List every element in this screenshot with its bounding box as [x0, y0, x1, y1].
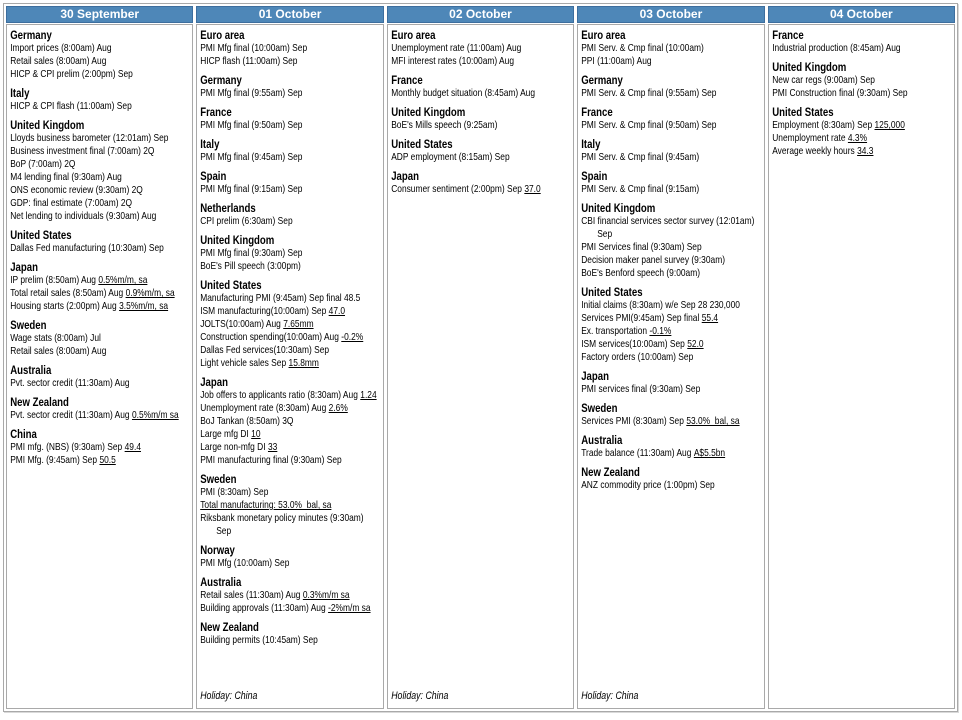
- event-line: [10, 42, 189, 55]
- event-value: -0.2%: [341, 331, 364, 343]
- event-line: [581, 215, 760, 241]
- country-heading: Sweden: [581, 401, 618, 415]
- event-value: 53.0% bal, sa: [686, 415, 740, 427]
- event-line: [391, 55, 570, 68]
- country-section: [10, 29, 189, 81]
- country-heading: New Zealand: [10, 395, 69, 409]
- column-body: [387, 24, 574, 709]
- country-section: [581, 29, 760, 68]
- event-text: Unemployment rate (11:00am) Aug: [391, 42, 522, 54]
- event-line: [201, 344, 380, 357]
- event-line: [201, 602, 380, 615]
- country-heading: United States: [581, 285, 643, 299]
- event-line: [581, 119, 760, 132]
- event-text: HICP flash (11:00am) Sep: [200, 55, 298, 67]
- event-text: Building approvals (11:30am) Aug: [200, 602, 327, 614]
- event-text: PMI Mfg (10:00am) Sep: [200, 557, 290, 569]
- event-text: ISM services(10:00am) Sep: [581, 338, 686, 350]
- event-line: [772, 42, 951, 55]
- country-section: [10, 364, 189, 390]
- event-line: [201, 499, 380, 512]
- event-text: M4 lending final (9:30am) Aug: [10, 171, 122, 183]
- country-heading: Euro area: [200, 28, 245, 42]
- event-text: Riksbank monetary policy minutes (9:30am) Sep: [200, 512, 365, 537]
- event-text: PMI Serv. & Cmp final (10:00am): [581, 42, 705, 54]
- event-line: [391, 87, 570, 100]
- country-heading: Australia: [10, 363, 52, 377]
- event-text: Manufacturing PMI (9:45am) Sep final 48.5: [200, 292, 361, 304]
- event-line: [581, 338, 760, 351]
- country-heading: New Zealand: [581, 465, 641, 479]
- event-text: Pvt. sector credit (11:30am) Aug: [10, 409, 130, 421]
- calendar-day-column: [196, 6, 383, 709]
- event-text: BoE's Mills speech (9:25am): [391, 119, 498, 131]
- event-line: [391, 119, 570, 132]
- event-line: [10, 441, 189, 454]
- event-line: [201, 42, 380, 55]
- country-section: [201, 202, 380, 228]
- event-value: Total manufacturing: 53.0% bal, sa: [200, 499, 332, 511]
- country-heading: France: [581, 105, 613, 119]
- event-line: [10, 197, 189, 210]
- event-line: [10, 300, 189, 313]
- event-value: 0.5%m/m sa: [131, 409, 179, 421]
- event-text: BoE's Pill speech (3:00pm): [200, 260, 302, 272]
- country-section: [581, 138, 760, 164]
- event-line: [201, 305, 380, 318]
- country-heading: Germany: [10, 28, 52, 42]
- event-line: [10, 158, 189, 171]
- event-line: [772, 132, 951, 145]
- event-value: 0.3%m/m sa: [303, 589, 350, 601]
- event-line: [581, 299, 760, 312]
- event-text: PMI Mfg final (9:15am) Sep: [200, 183, 303, 195]
- event-value: 3.5%m/m, sa: [119, 300, 169, 312]
- event-line: [10, 287, 189, 300]
- column-date-header: 02 October: [387, 6, 574, 23]
- event-text: CPI prelim (6:30am) Sep: [200, 215, 294, 227]
- event-value: A$5.5bn: [694, 447, 726, 459]
- calendar-day-column: [6, 6, 193, 709]
- country-section: [201, 544, 380, 570]
- country-section: [772, 29, 951, 55]
- country-heading: United Kingdom: [391, 105, 466, 119]
- event-line: [201, 215, 380, 228]
- event-line: [581, 42, 760, 55]
- event-text: BoE's Benford speech (9:00am): [581, 267, 701, 279]
- event-line: [581, 87, 760, 100]
- country-heading: Japan: [10, 260, 38, 274]
- event-text: PMI services final (9:30am) Sep: [581, 383, 701, 395]
- calendar-day-column: [768, 6, 955, 709]
- event-line: [10, 55, 189, 68]
- event-value: 0.9%m/m, sa: [125, 287, 175, 299]
- event-text: GDP: final estimate (7:00am) 2Q: [10, 197, 133, 209]
- country-heading: Spain: [581, 169, 608, 183]
- event-line: [10, 345, 189, 358]
- country-heading: China: [10, 427, 37, 441]
- event-text: Job offers to applicants ratio (8:30am) Aug: [200, 389, 359, 401]
- event-text: PMI Mfg final (9:45am) Sep: [200, 151, 303, 163]
- event-text: Retail sales (11:30am) Aug: [200, 589, 301, 601]
- holiday-note: Holiday: China: [581, 690, 639, 702]
- event-line: [10, 210, 189, 223]
- column-body-content: [578, 25, 763, 708]
- event-line: [201, 428, 380, 441]
- event-text: Unemployment rate: [771, 132, 846, 144]
- event-line: [10, 409, 189, 422]
- event-text: Retail sales (8:00am) Aug: [10, 345, 107, 357]
- event-line: [581, 351, 760, 364]
- event-line: [201, 454, 380, 467]
- event-line: [201, 441, 380, 454]
- event-text: IP prelim (8:50am) Aug: [10, 274, 96, 286]
- column-body-content: [769, 25, 954, 708]
- event-line: [201, 119, 380, 132]
- calendar-day-column: [387, 6, 574, 709]
- event-text: PMI manufacturing final (9:30am) Sep: [200, 454, 343, 466]
- event-line: [201, 247, 380, 260]
- event-line: [581, 447, 760, 460]
- event-line: [391, 151, 570, 164]
- event-value: 52.0: [687, 338, 704, 350]
- event-line: [581, 254, 760, 267]
- country-heading: Australia: [200, 575, 242, 589]
- event-line: [581, 151, 760, 164]
- country-section: [581, 402, 760, 428]
- economic-calendar-table: [3, 3, 958, 712]
- country-heading: United Kingdom: [581, 201, 656, 215]
- event-line: [581, 267, 760, 280]
- country-section: [201, 279, 380, 370]
- column-body: [196, 24, 383, 709]
- event-line: [201, 634, 380, 647]
- country-section: [10, 261, 189, 313]
- event-text: Large mfg DI: [200, 428, 250, 440]
- country-section: [581, 74, 760, 100]
- event-value: 7.65mm: [283, 318, 314, 330]
- event-line: [10, 377, 189, 390]
- event-line: [581, 383, 760, 396]
- event-text: Building permits (10:45am) Sep: [200, 634, 319, 646]
- country-section: [391, 29, 570, 68]
- event-value: 49.4: [124, 441, 141, 453]
- event-text: New car regs (9:00am) Sep: [771, 74, 875, 86]
- country-heading: New Zealand: [200, 620, 260, 634]
- event-line: [10, 242, 189, 255]
- event-value: 33: [268, 441, 278, 453]
- event-value: 10: [251, 428, 261, 440]
- event-text: Business investment final (7:00am) 2Q: [10, 145, 155, 157]
- country-heading: United Kingdom: [771, 60, 846, 74]
- event-line: [201, 260, 380, 273]
- event-text: PMI Mfg final (9:55am) Sep: [200, 87, 303, 99]
- event-value: 37.0: [524, 183, 541, 195]
- event-line: [581, 312, 760, 325]
- event-value: 4.3%: [847, 132, 867, 144]
- event-text: Construction spending(10:00am) Aug: [200, 331, 340, 343]
- country-section: [10, 428, 189, 467]
- event-line: [10, 454, 189, 467]
- country-section: [201, 170, 380, 196]
- country-section: [10, 87, 189, 113]
- event-text: PMI Construction final (9:30am) Sep: [771, 87, 908, 99]
- event-line: [10, 171, 189, 184]
- event-text: Ex. transportation: [581, 325, 648, 337]
- column-body: [768, 24, 955, 709]
- country-heading: Australia: [581, 433, 623, 447]
- column-body-content: [7, 25, 192, 708]
- event-line: [201, 318, 380, 331]
- event-line: [201, 183, 380, 196]
- event-line: [201, 292, 380, 305]
- event-text: Employment (8:30am) Sep: [771, 119, 872, 131]
- event-line: [201, 415, 380, 428]
- country-heading: United Kingdom: [10, 118, 85, 132]
- event-line: [581, 55, 760, 68]
- country-section: [201, 621, 380, 647]
- country-section: [581, 466, 760, 492]
- country-heading: France: [200, 105, 233, 119]
- event-line: [201, 87, 380, 100]
- event-value: 1.24: [360, 389, 378, 401]
- event-value: 50.5: [99, 454, 116, 466]
- country-section: [581, 106, 760, 132]
- column-date-header: 03 October: [577, 6, 764, 23]
- country-heading: Italy: [10, 86, 30, 100]
- event-line: [201, 486, 380, 499]
- event-value: -0.1%: [649, 325, 672, 337]
- event-line: [581, 415, 760, 428]
- event-line: [581, 241, 760, 254]
- column-body-content: [388, 25, 573, 708]
- event-text: MFI interest rates (10:00am) Aug: [391, 55, 514, 67]
- column-body-content: [197, 25, 382, 708]
- event-text: BoP (7:00am) 2Q: [10, 158, 76, 170]
- event-text: Dallas Fed manufacturing (10:30am) Sep: [10, 242, 164, 254]
- event-text: Retail sales (8:00am) Aug: [10, 55, 107, 67]
- event-line: [10, 132, 189, 145]
- country-section: [581, 286, 760, 364]
- country-heading: United States: [200, 278, 262, 292]
- event-line: [201, 55, 380, 68]
- event-line: [201, 402, 380, 415]
- event-value: 0.5%m/m, sa: [98, 274, 148, 286]
- country-section: [391, 170, 570, 196]
- event-text: Services PMI (8:30am) Sep: [581, 415, 685, 427]
- event-text: ANZ commodity price (1:00pm) Sep: [581, 479, 715, 491]
- country-heading: Japan: [581, 369, 610, 383]
- event-text: Average weekly hours: [771, 145, 855, 157]
- event-line: [772, 119, 951, 132]
- event-text: Consumer sentiment (2:00pm) Sep: [391, 183, 522, 195]
- event-line: [772, 145, 951, 158]
- country-section: [201, 234, 380, 273]
- event-line: [772, 87, 951, 100]
- event-value: 2.6%: [329, 402, 349, 414]
- country-section: [581, 170, 760, 196]
- country-section: [201, 473, 380, 538]
- column-date-header: 04 October: [768, 6, 955, 23]
- event-line: [201, 389, 380, 402]
- column-date-header: 30 September: [6, 6, 193, 23]
- event-line: [10, 100, 189, 113]
- event-text: Initial claims (8:30am) w/e Sep 28 230,000: [581, 299, 741, 311]
- holiday-note: Holiday: China: [391, 690, 449, 702]
- country-section: [201, 576, 380, 615]
- country-heading: United States: [771, 105, 834, 119]
- country-section: [10, 396, 189, 422]
- country-section: [391, 74, 570, 100]
- event-text: ISM manufacturing(10:00am) Sep: [200, 305, 327, 317]
- country-section: [201, 138, 380, 164]
- event-text: Pvt. sector credit (11:30am) Aug: [10, 377, 130, 389]
- event-line: [10, 184, 189, 197]
- event-line: [10, 145, 189, 158]
- country-heading: United States: [391, 137, 453, 151]
- event-value: 34.3: [856, 145, 874, 157]
- event-text: Industrial production (8:45am) Aug: [771, 42, 901, 54]
- country-section: [772, 61, 951, 100]
- country-heading: Norway: [200, 543, 236, 557]
- event-text: Lloyds business barometer (12:01am) Sep: [10, 132, 169, 144]
- event-text: Dallas Fed services(10:30am) Sep: [200, 344, 330, 356]
- event-text: HICP & CPI flash (11:00am) Sep: [10, 100, 132, 112]
- event-line: [201, 151, 380, 164]
- country-section: [201, 74, 380, 100]
- country-heading: Sweden: [10, 318, 47, 332]
- event-line: [201, 512, 380, 538]
- event-line: [201, 589, 380, 602]
- country-heading: Germany: [581, 73, 624, 87]
- column-date-header: 01 October: [196, 6, 383, 23]
- country-heading: Germany: [200, 73, 243, 87]
- event-text: Unemployment rate (8:30am) Aug: [200, 402, 327, 414]
- event-text: PMI Mfg final (9:30am) Sep: [200, 247, 303, 259]
- event-value: 125,000: [874, 119, 905, 131]
- event-text: Trade balance (11:30am) Aug: [581, 447, 692, 459]
- event-text: PMI Mfg final (9:50am) Sep: [200, 119, 303, 131]
- calendar-day-column: [577, 6, 764, 709]
- country-heading: Japan: [200, 375, 229, 389]
- event-text: PMI Serv. & Cmp final (9:45am): [581, 151, 700, 163]
- event-line: [201, 331, 380, 344]
- event-text: ONS economic review (9:30am) 2Q: [10, 184, 143, 196]
- country-section: [201, 106, 380, 132]
- country-heading: Sweden: [200, 472, 237, 486]
- event-text: PMI (8:30am) Sep: [200, 486, 269, 498]
- country-heading: Japan: [391, 169, 419, 183]
- country-section: [10, 319, 189, 358]
- country-section: [201, 29, 380, 68]
- event-text: PMI Serv. & Cmp final (9:15am): [581, 183, 700, 195]
- country-heading: Euro area: [391, 28, 436, 42]
- event-value: -2%m/m sa: [328, 602, 371, 614]
- event-text: PMI Serv. & Cmp final (9:55am) Sep: [581, 87, 717, 99]
- event-line: [201, 557, 380, 570]
- event-text: Import prices (8:00am) Aug: [10, 42, 112, 54]
- event-text: PMI Mfg final (10:00am) Sep: [200, 42, 308, 54]
- column-body: [577, 24, 764, 709]
- event-text: CBI financial services sector survey (12:01am) Sep: [581, 215, 755, 240]
- country-heading: United States: [10, 228, 72, 242]
- event-value: 15.8mm: [288, 357, 320, 369]
- country-section: [772, 106, 951, 158]
- country-heading: Italy: [581, 137, 601, 151]
- country-section: [581, 370, 760, 396]
- country-section: [10, 119, 189, 223]
- event-text: PMI Serv. & Cmp final (9:50am) Sep: [581, 119, 717, 131]
- event-text: Net lending to individuals (9:30am) Aug: [10, 210, 157, 222]
- event-text: Total retail sales (8:50am) Aug: [10, 287, 124, 299]
- event-line: [201, 357, 380, 370]
- event-text: JOLTS(10:00am) Aug: [200, 318, 282, 330]
- event-line: [581, 479, 760, 492]
- event-text: PMI Services final (9:30am) Sep: [581, 241, 702, 253]
- event-text: Decision maker panel survey (9:30am): [581, 254, 726, 266]
- country-heading: France: [771, 28, 804, 42]
- event-line: [581, 183, 760, 196]
- country-section: [201, 376, 380, 467]
- event-line: [772, 74, 951, 87]
- event-text: Large non-mfg DI: [200, 441, 266, 453]
- event-line: [581, 325, 760, 338]
- event-text: PMI Mfg. (9:45am) Sep: [10, 454, 98, 466]
- country-heading: France: [391, 73, 423, 87]
- event-value: 55.4: [701, 312, 719, 324]
- country-heading: Euro area: [581, 28, 626, 42]
- event-line: [10, 274, 189, 287]
- event-text: Monthly budget situation (8:45am) Aug: [391, 87, 535, 99]
- event-text: ADP employment (8:15am) Sep: [391, 151, 510, 163]
- event-text: Services PMI(9:45am) Sep final: [581, 312, 700, 324]
- event-line: [10, 68, 189, 81]
- country-section: [391, 138, 570, 164]
- event-text: Factory orders (10:00am) Sep: [581, 351, 694, 363]
- country-section: [581, 434, 760, 460]
- country-section: [10, 229, 189, 255]
- country-heading: United Kingdom: [200, 233, 275, 247]
- event-line: [10, 332, 189, 345]
- column-body: [6, 24, 193, 709]
- event-text: PMI mfg. (NBS) (9:30am) Sep: [10, 441, 123, 453]
- event-text: Light vehicle sales Sep: [200, 357, 287, 369]
- country-heading: Spain: [200, 169, 227, 183]
- event-text: Wage stats (8:00am) Jul: [10, 332, 101, 344]
- country-section: [391, 106, 570, 132]
- country-section: [581, 202, 760, 280]
- country-heading: Italy: [200, 137, 220, 151]
- event-text: BoJ Tankan (8:50am) 3Q: [200, 415, 294, 427]
- event-line: [391, 183, 570, 196]
- event-text: PPI (11:00am) Aug: [581, 55, 652, 67]
- event-text: HICP & CPI prelim (2:00pm) Sep: [10, 68, 133, 80]
- event-text: Housing starts (2:00pm) Aug: [10, 300, 117, 312]
- event-value: 47.0: [329, 305, 346, 317]
- country-heading: Netherlands: [200, 201, 257, 215]
- holiday-note: Holiday: China: [200, 690, 258, 702]
- event-line: [391, 42, 570, 55]
